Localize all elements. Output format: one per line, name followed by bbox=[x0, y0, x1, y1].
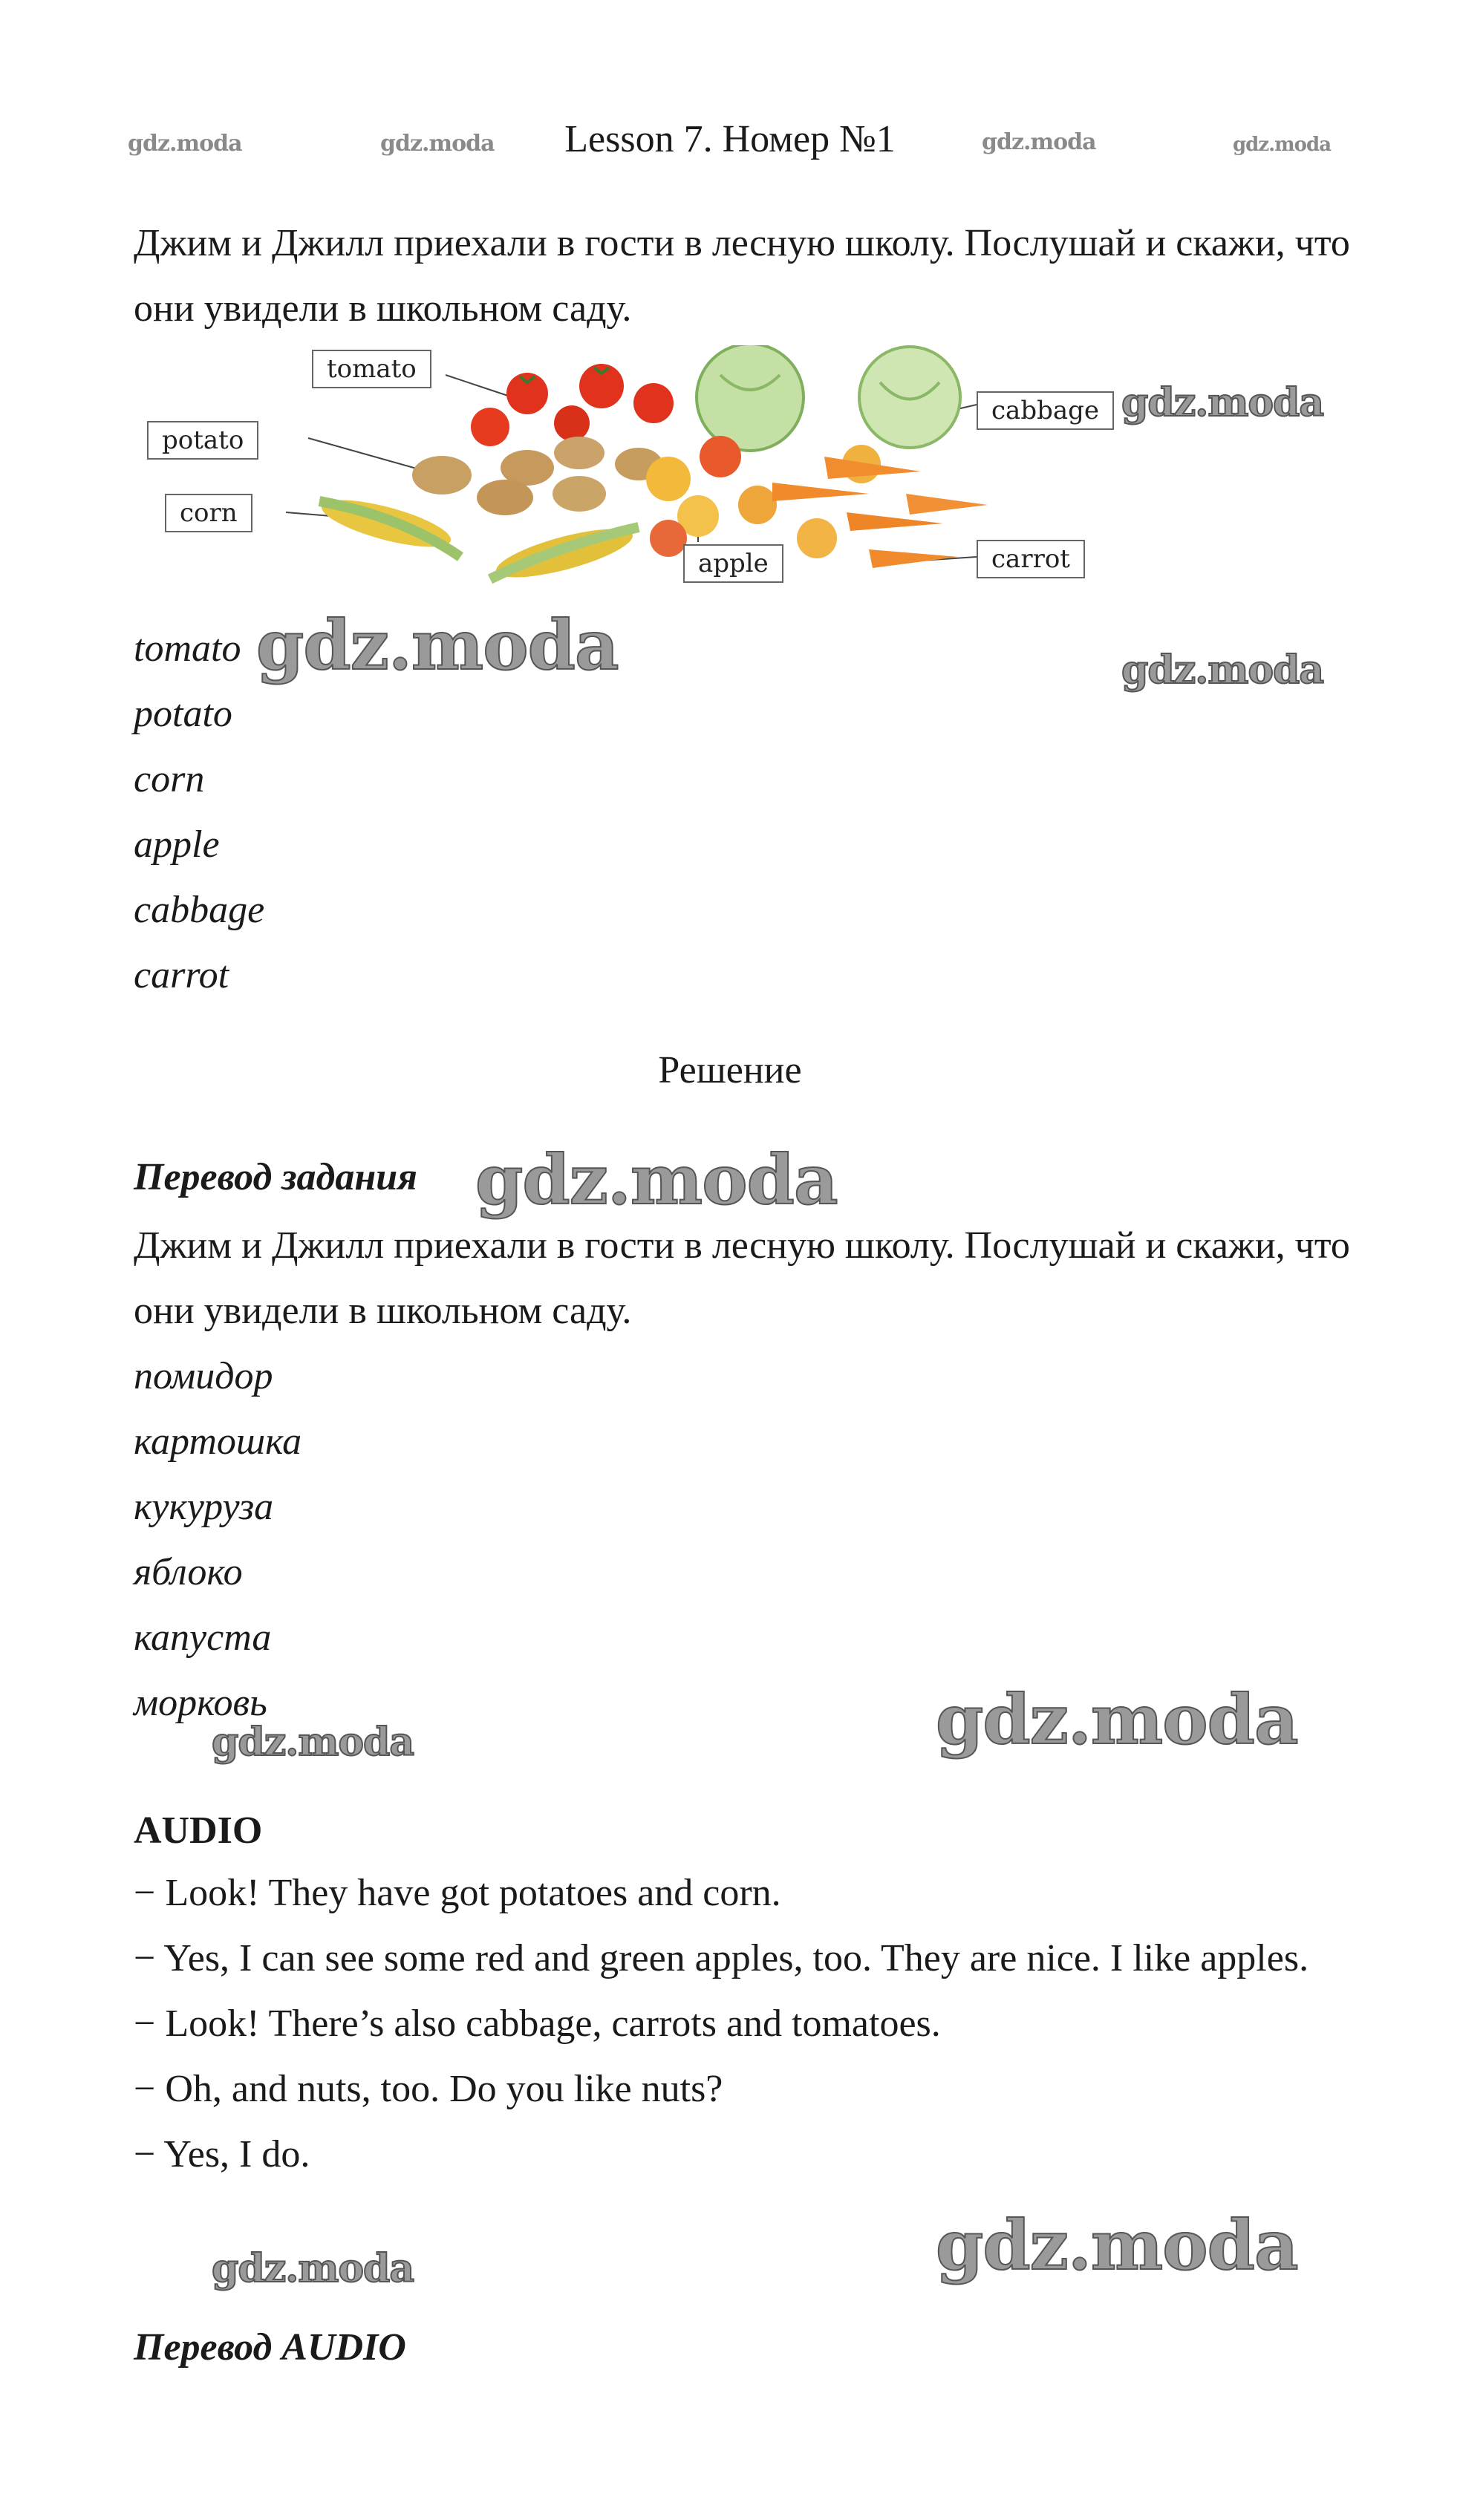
list-item: potato bbox=[134, 693, 232, 735]
list-item: капуста bbox=[134, 1616, 272, 1659]
list-item: картошка bbox=[134, 1420, 302, 1463]
watermark: gdz.moda bbox=[982, 129, 1096, 155]
solution-heading: Решение bbox=[658, 1049, 802, 1091]
list-item: кукуруза bbox=[134, 1486, 274, 1528]
audio-heading: AUDIO bbox=[134, 1809, 263, 1852]
audio-dialogue bbox=[134, 1861, 1366, 2187]
dialogue-line: − Look! There’s also cabbage, carrots and tomatoes. bbox=[134, 2002, 941, 2045]
watermark: gdz.moda bbox=[256, 605, 619, 685]
translated-word-list bbox=[134, 1344, 302, 1736]
watermark: gdz.moda bbox=[212, 1720, 414, 1765]
task-text: Джим и Джилл приехали в гости в лесную школу. Послушай и скажи, что они увидели в школьном саду. bbox=[134, 222, 1350, 330]
watermark: gdz.moda bbox=[380, 131, 495, 157]
list-item: яблоко bbox=[134, 1551, 243, 1593]
apples-icon bbox=[646, 436, 881, 558]
tomatoes-icon bbox=[471, 364, 674, 446]
watermark: gdz.moda bbox=[475, 1140, 838, 1220]
word-list bbox=[134, 616, 264, 1008]
label-carrot: carrot bbox=[977, 540, 1085, 578]
watermark: gdz.moda bbox=[1121, 647, 1324, 693]
list-item: морковь bbox=[134, 1682, 267, 1724]
label-cabbage: cabbage bbox=[977, 391, 1114, 430]
list-item: apple bbox=[134, 823, 220, 866]
label-tomato: tomato bbox=[312, 350, 431, 388]
list-item: cabbage bbox=[134, 889, 265, 931]
watermark: gdz.moda bbox=[1233, 134, 1332, 156]
watermark: gdz.moda bbox=[936, 2205, 1298, 2285]
list-item: tomato bbox=[134, 627, 241, 670]
watermark: gdz.moda bbox=[128, 131, 242, 157]
page-title: Lesson 7. Номер №1 bbox=[564, 118, 896, 160]
translation-heading: Перевод задания bbox=[134, 1156, 417, 1198]
watermark: gdz.moda bbox=[1121, 380, 1324, 425]
watermark: gdz.moda bbox=[212, 2246, 414, 2291]
label-corn: corn bbox=[165, 494, 252, 532]
dialogue-line: − Yes, I can see some red and green apples, too. They are nice. I like apples. bbox=[134, 1937, 1309, 1979]
list-item: помидор bbox=[134, 1355, 273, 1397]
label-potato: potato bbox=[147, 421, 258, 460]
list-item: corn bbox=[134, 758, 205, 800]
potatoes-icon bbox=[412, 437, 662, 515]
watermark: gdz.moda bbox=[936, 1680, 1298, 1760]
dialogue-line: − Yes, I do. bbox=[134, 2133, 310, 2175]
audio-translation-heading: Перевод AUDIO bbox=[134, 2326, 406, 2369]
label-apple: apple bbox=[683, 544, 783, 583]
list-item: carrot bbox=[134, 954, 229, 996]
dialogue-line: − Oh, and nuts, too. Do you like nuts? bbox=[134, 2068, 723, 2110]
cabbage-icon bbox=[697, 345, 960, 451]
translation-text: Джим и Джилл приехали в гости в лесную школу. Послушай и скажи, что они увидели в школьном саду. bbox=[134, 1224, 1350, 1332]
dialogue-line: − Look! They have got potatoes and corn. bbox=[134, 1872, 781, 1914]
